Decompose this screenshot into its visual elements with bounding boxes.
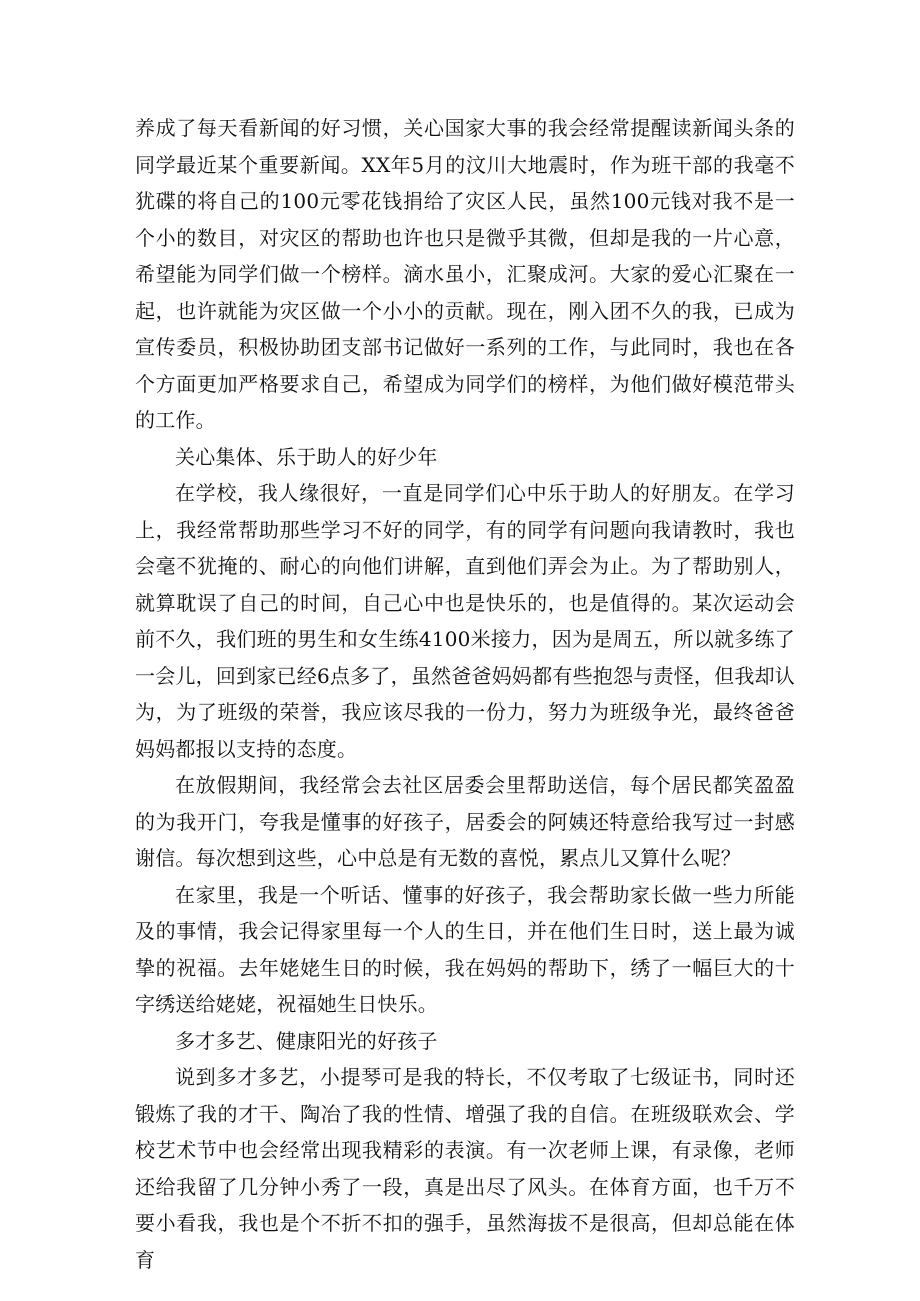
body-paragraph: 说到多才多艺，小提琴可是我的特长，不仅考取了七级证书，同时还锻炼了我的才干、陶冶了我的性情、增强了我的自信。在班级联欢会、学校艺术节中也会经常出现我精彩的表演。有一次老师上课，有录像，老师还给我留了几分钟小秀了一段，真是出尽了风头。在体育方面，也千万不要小看我，我也是个不折不扣的强手，虽然海拔不是很高，但却总能在体育 bbox=[135, 1065, 795, 1272]
body-paragraph: 养成了每天看新闻的好习惯，关心国家大事的我会经常提醒读新闻头条的同学最近某个重要新闻。XX年5月的汶川大地震时，作为班干部的我毫不犹碟的将自己的100元零花钱捐给了灾区人民，虽然100元钱对我不是一个小的数目，对灾区的帮助也许也只是微乎其微，但却是我的一片心意，希望能为同学们做一个榜样。滴水虽小，汇聚成河。大家的爱心汇聚在一起，也许就能为灾区做一个小小的贡献。现在，刚入团不久的我，已成为宣传委员，积极协助团支部书记做好一系列的工作，与此同时，我也在各个方面更加严格要求自己，希望成为同学们的榜样，为他们做好模范带头的工作。 bbox=[135, 116, 795, 432]
body-paragraph: 在家里，我是一个听话、懂事的好孩子，我会帮助家长做一些力所能及的事情，我会记得家里每一个人的生日，并在他们生日时，送上最为诚挚的祝福。去年姥姥生日的时候，我在妈妈的帮助下，绣了一幅巨大的十字绣送给姥姥，祝福她生日快乐。 bbox=[135, 882, 795, 1016]
body-paragraph: 在学校，我人缘很好，一直是同学们心中乐于助人的好朋友。在学习上，我经常帮助那些学习不好的同学，有的同学有问题向我请教时，我也会毫不犹掩的、耐心的向他们讲解，直到他们弄会为止。为了帮助别人，就算耽误了自己的时间，自己心中也是快乐的，也是值得的。某次运动会前不久，我们班的男生和女生练4100米接力，因为是周五，所以就多练了一会儿，回到家已经6点多了，虽然爸爸妈妈都有些抱怨与责怪，但我却认为，为了班级的荣誉，我应该尽我的一份力，努力为班级争光，最终爸爸妈妈都报以支持的态度。 bbox=[135, 481, 795, 761]
section-heading: 关心集体、乐于助人的好少年 bbox=[175, 444, 438, 469]
body-paragraph: 在放假期间，我经常会去社区居委会里帮助送信，每个居民都笑盈盈的为我开门，夸我是懂事的好孩子，居委会的阿姨还特意给我写过一封感谢信。每次想到这些，心中总是有无数的喜悦，累点儿又算什么呢？ bbox=[135, 773, 795, 870]
document-body bbox=[135, 110, 795, 1278]
section-heading: 多才多艺、健康阳光的好孩子 bbox=[175, 1028, 438, 1053]
